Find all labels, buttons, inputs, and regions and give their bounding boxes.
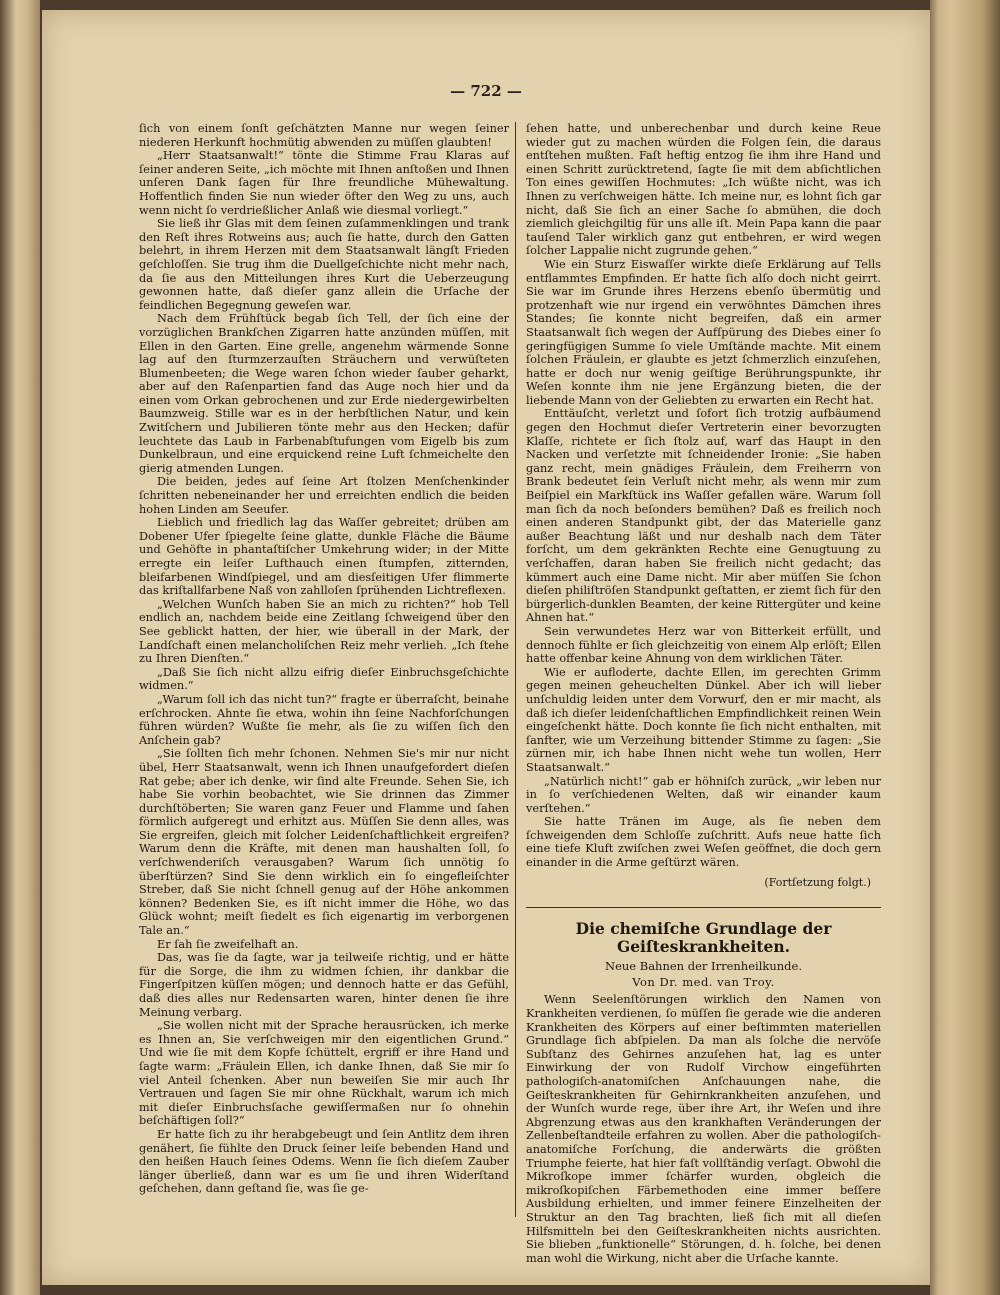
paragraph: Nach dem Frühſtück begab ſich Tell, der ſich eine der vorzüglichen Brankſchen Zigarren hatte anzünden müſſen, mit Ellen in den Garten. Eine grelle, angenehm wärmende Sonne lag auf den ſturmzerzauſten Sträuchern und verwüſteten Blumenbeeten; die Wege waren ſchon wieder ſauber geharkt, aber auf den Raſenpartien fand das Auge noch hier und da einen vom Orkan gebrochenen und zur Erde niedergewirbelten Baumzweig. Stille war es in der herbſtlichen Natur, und kein Zwitſchern und Jubilieren tönte mehr aus den Hecken; dafür leuchtete das Laub in Farbenabſtufungen vom Eigelb bis zum Dunkelbraun, und eine erquickend reine Luft ſchmeichelte den gierig atmenden Lungen. [139, 312, 509, 475]
paragraph: Das, was ſie da ſagte, war ja teilweiſe richtig, und er hätte für die Sorge, die ihm zu widmen ſchien, ihr dankbar die Fingerſpitzen küſſen mögen; und dennoch hatte er das Gefühl, daß dies alles nur Redensarten waren, hinter denen ſie ihre Meinung verbarg. [139, 951, 509, 1019]
book-spine-left [0, 0, 40, 1295]
right-column [526, 122, 881, 1265]
paragraph: „Warum ſoll ich das nicht tun?“ fragte er überraſcht, beinahe erſchrocken. Ahnte ſie etwa, wohin ihn ſeine Nachforſchungen führen würden? Wußte ſie mehr, als ſie zu wiſſen ſich den Anſchein gab? [139, 692, 509, 747]
paragraph: Sie hatte Tränen im Auge, als ſie neben dem ſchweigenden dem Schloſſe zuſchritt. Aufs neue hatte ſich eine tiefe Kluft zwiſchen zwei Weſen geöffnet, die doch gern einander in die Arme geſtürzt wären. [526, 815, 881, 870]
paragraph: Er ſah ſie zweifelhaft an. [157, 937, 299, 951]
paragraph: Lieblich und friedlich lag das Waſſer gebreitet; drüben am Dobener Ufer ſpiegelte ſeine glatte, dunkle Fläche die Bäume und Gehöfte in phantaſtiſcher Umkehrung wider; in der Mitte erregte ein leiſer Lufthauch einen ſtumpfen, zitternden, bleifarbenen Windſpiegel, und am diesſeitigen Ufer flimmerte das kriſtallfarbene Naß von zahlloſen ſprühenden Lichtreflexen. [139, 516, 509, 598]
paragraph: Sein verwundetes Herz war von Bitterkeit erfüllt, und dennoch fühlte er ſich gleichzeitig von einem Alp erlöſt; Ellen hatte offenbar keine Ahnung von dem wirklichen Täter. [526, 624, 881, 666]
article-paragraph: Wenn Seelenſtörungen wirklich den Namen von Krankheiten verdienen, ſo müſſen ſie gerade wie die anderen Krankheiten des Körpers auf einer beſtimmten materiellen Grundlage ſich abſpielen. Da man als ſolche die nervöſe Subſtanz des Gehirnes anzuſehen hat, lag es unter Einwirkung der von Rudolf Virchow eingeführten pathologiſch-anatomiſchen Anſchauungen nahe, die Geiſteskrankheiten für Gehirnkrankheiten anzuſehen, und der Wunſch wurde rege, über ihre Art, ihr Weſen und ihre Abgrenzung etwas aus den krankhaften Veränderungen der Zellenbeſtandteile erfahren zu wollen. Aber die pathologiſch-anatomiſche Forſchung, die anderwärts die größten Triumphe feierte, hat hier faſt vollſtändig verſagt. Obwohl die Mikroſkope immer ſchärfer wurden, obgleich die mikroſkopiſchen Färbemethoden eine immer beſſere Ausbildung erhielten, und immer feinere Einzelheiten der Struktur an den Tag brachten, ließ ſich mit all dieſen Hilfsmitteln bei den Geiſteskrankheiten nichts ausrichten. Sie blieben „funktionelle“ Störungen, d. h. ſolche, bei denen man wohl die Wirkung, nicht aber die Urſache kannte. [526, 993, 881, 1265]
section-separator [526, 907, 881, 908]
paragraph: Die beiden, jedes auf ſeine Art ſtolzen Menſchenkinder ſchritten nebeneinander her und erreichten endlich die beiden hohen Linden am Seeufer. [139, 475, 509, 516]
article-subtitle: Neue Bahnen der Irrenheilkunde. [605, 959, 802, 974]
paragraph: „Sie ſollten ſich mehr ſchonen. Nehmen Sie's mir nur nicht übel, Herr Staatsanwalt, wenn ich Ihnen unaufgefordert dieſen Rat gebe; aber ich denke, wir ſind alte Freunde. Sehen Sie, ich habe Sie vorhin beobachtet, wie Sie drinnen das Zimmer durchſtöberten; Sie waren ganz Feuer und Flamme und ſahen förmlich aufgeregt und erhitzt aus. Müſſen Sie denn alles, was Sie ergreifen, gleich mit ſolcher Leidenſchaftlichkeit ergreifen? Warum denn die Kräfte, mit denen man haushalten ſoll, ſo verſchwenderiſch verausgaben? Warum ſich unnötig ſo überſtürzen? Sind Sie denn wirklich ein ſo eingefleiſchter Streber, daß Sie nicht ſchnell genug auf der Höhe ankommen können? Bedenken Sie, es iſt nicht immer die Höhe, wo das Glück wohnt; meiſt ſiedelt es ſich eigenartig im verborgenen Tale an.“ [139, 747, 509, 938]
article-title: Die chemiſche Grundlage der Geiſteskrankheiten. [575, 919, 832, 957]
paragraph: Sie ließ ihr Glas mit dem ſeinen zuſammenklingen und trank den Reſt ihres Rotweins aus; auch ſie hatte, durch den Gatten belehrt, in ihrem Herzen mit dem Staatsanwalt längſt Frieden geſchloſſen. Sie trug ihm die Duellgeſchichte nicht mehr nach, da ſie aus den Mitteilungen ihres Kurt die Ueberzeugung gewonnen hatte, daß dieſer ganz allein die Urſache der feindlichen Begegnung geweſen war. [139, 217, 509, 312]
left-column [139, 122, 509, 1196]
paragraph: „Herr Staatsanwalt!“ tönte die Stimme Frau Klaras auf ſeiner anderen Seite, „ich möchte mit Ihnen anſtoßen und Ihnen unſeren Dank ſagen für Ihre freundliche Mühewaltung. Hoffentlich finden Sie nun wieder öfter den Weg zu uns, auch wenn nicht ſo verdrießlicher Anlaß wie diesmal vorliegt.“ [139, 149, 509, 217]
article-author: Von Dr. med. van Troy. [632, 974, 775, 989]
paragraph: ſich von einem ſonſt geſchätzten Manne nur wegen ſeiner niederen Herkunft hochmütig abwenden zu müſſen glaubten! [139, 122, 509, 149]
paragraph: Wie ein Sturz Eiswaſſer wirkte dieſe Erklärung auf Tells entflammtes Empfinden. Er hatte ſich alſo doch nicht geirrt. Sie war im Grunde ihres Herzens ebenſo übermütig und protzenhaft wie nur irgend ein verwöhntes Dämchen ihres Standes; ſie konnte nicht begreifen, daß ein armer Staatsanwalt ſich wegen der Aufſpürung des Diebes einer ſo geringfügigen Summe ſo viele Umſtände machte. Mit einem ſolchen Fräulein, er glaubte es jetzt ſchmerzlich einzuſehen, hatte er doch nur wenig geiſtige Berührungspunkte, ihr Weſen konnte ihm nie jene Ergänzung bieten, die der liebende Mann von der Geliebten zu erwarten ein Recht hat. [526, 257, 881, 407]
book-edge-right [930, 0, 1000, 1295]
paragraph: Er hatte ſich zu ihr herabgebeugt und ſein Antlitz dem ihren genähert, ſie fühlte den Druck ſeiner leiſe bebenden Hand und den heißen Hauch ſeines Odems. Wenn ſie ſich dieſem Zauber länger überließ, dann war es um ſie und ihren Widerſtand geſchehen, dann geſtand ſie, was ſie ge- [139, 1127, 509, 1196]
paragraph: „Sie wollen nicht mit der Sprache herausrücken, ich merke es Ihnen an, Sie verſchweigen mir den eigentlichen Grund.“ Und wie ſie mit dem Kopfe ſchüttelt, ergriff er ihre Hand und ſagte warm: „Fräulein Ellen, ich danke Ihnen, daß Sie mir ſo viel Anteil ſchenken. Aber nun beweiſen Sie mir auch Ihr Vertrauen und ſagen Sie mir ohne Rückhalt, warum ich mich mit dieſer Einbruchsſache gewiſſermaßen nur ſo ohnehin beſchäftigen ſoll?“ [139, 1019, 509, 1128]
paragraph: Wie er aufloderte, dachte Ellen, im gerechten Grimm gegen meinen geheuchelten Dünkel. Aber ich will lieber unſchuldig leiden unter dem Vorwurf, den er mir macht, als daß ich dieſer leidenſchaftlichen Empfindlichkeit reinen Wein eingeſchenkt hätte. Doch konnte ſie ſich nicht enthalten, mit ſanfter, wie um Verzeihung bittender Stimme zu ſagen: „Sie zürnen mir, ich habe Ihnen nicht wehe tun wollen, Herr Staatsanwalt.“ [526, 665, 881, 774]
paragraph: „Natürlich nicht!“ gab er höhniſch zurück, „wir leben nur in ſo verſchiedenen Welten, daß wir einander kaum verſtehen.“ [526, 774, 881, 815]
paragraph: „Welchen Wunſch haben Sie an mich zu richten?“ hob Tell endlich an, nachdem beide eine Zeitlang ſchweigend über den See geblickt hatten, der hier, wie überall in der Mark, der Landſchaft einen melancholiſchen Reiz mehr verlieh. „Ich ſtehe zu Ihren Dienſten.“ [139, 597, 509, 666]
page [42, 10, 930, 1285]
column-divider [515, 122, 516, 1217]
paragraph: „Daß Sie ſich nicht allzu eifrig dieſer Einbruchsgeſchichte widmen.“ [139, 665, 509, 693]
paragraph: Enttäuſcht, verletzt und ſofort ſich trotzig aufbäumend gegen den Hochmut dieſer Vertreterin einer bevorzugten Klaſſe, richtete er ſich ſtolz auf, warf das Haupt in den Nacken und verſetzte mit ſchneidender Ironie: „Sie haben ganz recht, mein gnädiges Fräulein, dem Freiherrn von Brank bedeutet ſein Verluſt nicht mehr, als wenn mir zum Beiſpiel ein Markſtück ins Waſſer gefallen wäre. Warum ſoll man ſich da noch beſonders bemühen? Daß es freilich noch einen anderen Standpunkt gibt, der das Materielle ganz außer Beachtung läßt und nur deshalb nach dem Täter forſcht, um dem gekränkten Rechte eine Genugtuung zu verſchaffen, daran haben Sie freilich nicht gedacht; das kümmert auch eine Dame nicht. Mir aber müſſen Sie ſchon dieſen philiſtröſen Standpunkt geſtatten, er ziemt ſich für den bürgerlich-dunklen Beamten, der keine Rittergüter und keine Ahnen hat.“ [526, 407, 881, 625]
paragraph: ſehen hatte, und unberechenbar und durch keine Reue wieder gut zu machen würden die Folgen ſein, die daraus entſtehen mußten. Faſt heftig entzog ſie ihm ihre Hand und einen Schritt zurücktretend, ſagte ſie mit dem abſichtlichen Ton eines gewiſſen Hochmutes: „Ich wüßte nicht, was ich Ihnen zu verſchweigen hätte. Ich meine nur, es lohnt ſich gar nicht, daß Sie ſich an einer Sache ſo abmühen, die doch ziemlich gleichgiltig für uns alle iſt. Mein Papa kann die paar tauſend Taler wirklich ganz gut entbehren, er wird wegen ſolcher Lappalie nicht zugrunde gehen.“ [526, 122, 881, 258]
continuation-note: (Fortſetzung folgt.) [764, 875, 871, 889]
page-number: — 722 — [450, 82, 522, 100]
